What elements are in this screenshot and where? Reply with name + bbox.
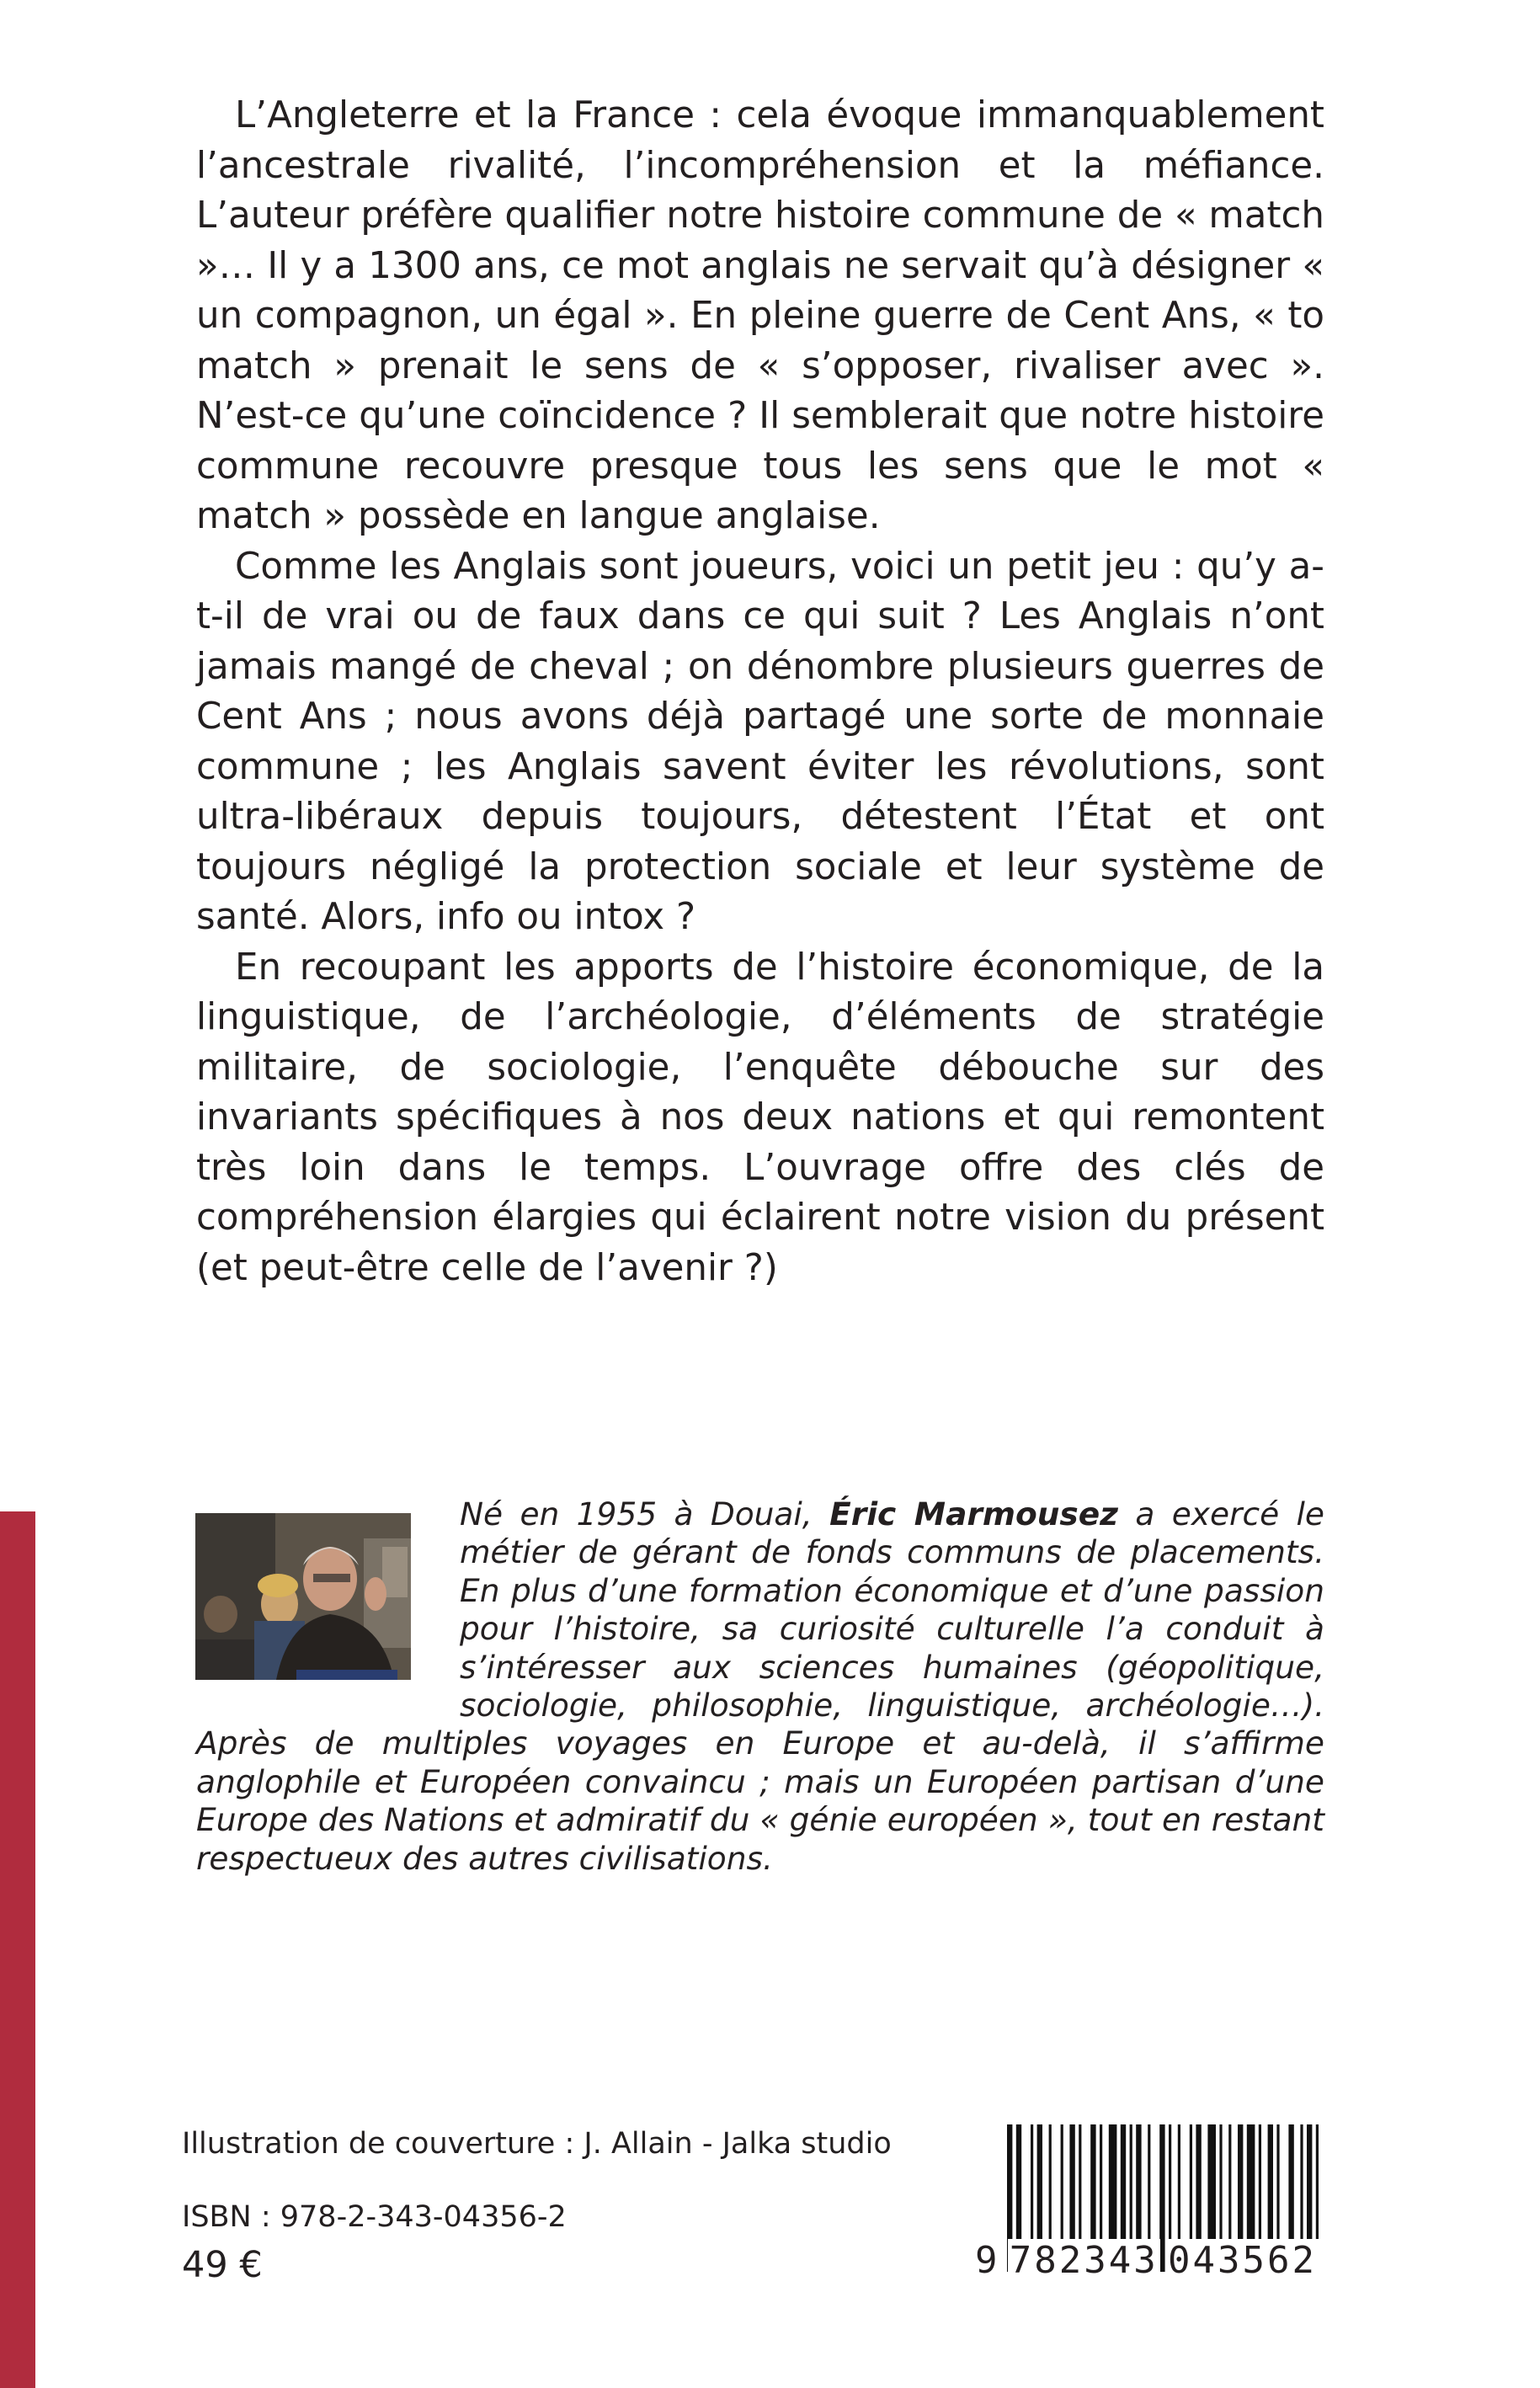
price: 49 € [182,2244,263,2286]
barcode-first-digit: 9 [975,2239,1000,2282]
blurb-paragraph-1: L’Angleterre et la France : cela évoque immanquablement l’ancestrale rivalité, l’incompréhension et la méfiance. L’auteur préfère qualifier notre histoire commune de « match »… Il y a 1300 ans, ce mot anglais ne servait qu’à désigner « un compagnon, un égal ». En pleine guerre de Cent Ans, « to match » prenait le sens de « s’opposer, rivaliser avec ». N’est-ce qu’une coïncidence ? Il semblerait que notre histoire commune recouvre presque tous les sens que le mot « match » possède en langue anglaise. [196,94,1324,537]
author-name: Éric Marmousez [829,1495,1118,1532]
cover-illustration-credit: Illustration de couverture : J. Allain - Jalka studio [182,2127,892,2161]
blurb-paragraph-3: En recoupant les apports de l’histoire économique, de la linguistique, de l’archéologie, d’éléments de stratégie militaire, de sociologie, l’enquête débouche sur des invariants spécifiques à nos deux nations et qui remontent très loin dans le temps. L’ouvrage offre des clés de compréhension élargies qui éclairent notre vision du présent (et peut-être celle de l’avenir ?) [196,946,1324,1289]
red-spine-strip [0,1511,35,2388]
author-bio-text: a exercé le métier de gérant de fonds communs de placements. En plus d’une formation économique et d’une passion pour l’histoire, sa curiosité culturelle l’a conduit à s’intéresser aux sciences humaines (géopolitique, sociologie, philosophie, linguistique, archéologie…). Après de multiples voyages en Europe et au-delà, il s’affirme anglophile et Européen convaincu ; mais un Européen partisan d’une Europe des Nations et admiratif du « génie européen », tout en restant respectueux des autres civilisations. [196,1495,1324,1877]
barcode-digits [973,2217,1319,2283]
barcode-right-digits: 043562 [1168,2239,1317,2282]
author-bio [196,1495,1324,1878]
photo-spacer [196,1495,460,1723]
isbn: ISBN : 978-2-343-04356-2 [182,2200,567,2234]
blurb-paragraph-2: Comme les Anglais sont joueurs, voici un petit jeu : qu’y a-t-il de vrai ou de faux dans ce qui suit ? Les Anglais n’ont jamais mangé de cheval ; on dénombre plusieurs guerres de Cent Ans ; nous avons déjà partagé une sorte de monnaie commune ; les Anglais savent éviter les révolutions, sont ultra-libéraux depuis toujours, détestent l’État et ont toujours négligé la protection sociale et leur système de santé. Alors, info ou intox ? [196,545,1324,938]
author-bio-intro: Né en 1955 à Douai, [460,1495,830,1532]
barcode-left-digits: 782343 [1009,2239,1159,2282]
back-cover-blurb [196,91,1324,1293]
